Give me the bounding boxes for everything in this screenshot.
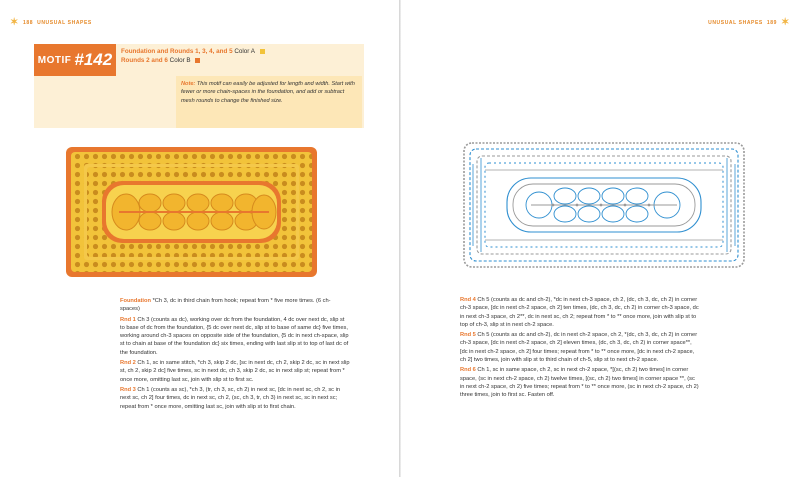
color-key-row-b: [121, 56, 265, 65]
color-key-text: Foundation and Rounds 1, 3, 4, and 5: [121, 48, 233, 55]
instruction-rnd-4: [460, 296, 700, 329]
round-label: Rnd 2: [120, 360, 136, 367]
star-icon: ✶: [10, 17, 19, 28]
instruction-rnd-3: [120, 386, 350, 411]
instruction-foundation: [120, 297, 350, 314]
motif-tag: [34, 44, 116, 76]
stitch-chart: [461, 140, 747, 270]
color-swatch-a: [260, 49, 265, 54]
instructions-right: [460, 296, 700, 402]
note-label: Note:: [181, 81, 196, 87]
page-number: 188: [22, 20, 34, 26]
running-head-left: [10, 18, 92, 28]
round-text: Ch 1, sc in same space, ch 2, sc in next ch-2 space, *[(sc, ch 2) two times] in corner space, (sc in next ch-2 space, ch 2) twelve times, [(sc, ch 2) two times] in corner space **, (sc in next ch-2 space, ch 2) five times; repeat from * to ** once more, (sc in next ch-2 space, ch 2) three times, join to first sc. Fasten off.: [460, 367, 699, 399]
round-label: Rnd 6: [460, 367, 476, 374]
page-number: 189: [766, 20, 778, 26]
round-label: Rnd 5: [460, 332, 476, 339]
color-key-text: Rounds 2 and 6: [121, 57, 168, 64]
running-head-title: UNUSUAL SHAPES: [708, 20, 763, 26]
color-key-name: Color B: [169, 57, 191, 64]
round-text: Ch 5 (counts as dc and ch-2), dc in next ch-2 space, ch 2, *(dc, ch 3, dc, ch 2) in corner ch-3 space, [dc in next ch-2 space, ch 2] eleven times, (dc, ch 3, dc, ch 2) in corner space**, [dc in next ch-2 space, ch 2] four times; repeat from * to ** once more, [dc in next ch-2 space, ch 2] two times, join with slip st to third chain of ch-5, slip st to next ch-2 space.: [460, 332, 698, 364]
motif-photo: [64, 143, 319, 280]
round-text: Ch 1 (counts as sc), *ch 3, (tr, ch 3, sc, ch 2) in next sc, [dc in next sc, ch 2, sc in next sc, ch 2] four times, dc in next sc, ch 2, (sc, ch 3, tr, ch 3) in next sc, sc in next sc; repeat from * once more, omitting last sc, join with slip st to first chain.: [120, 386, 341, 410]
color-key-row-a: [121, 47, 265, 56]
instruction-rnd-1: [120, 316, 350, 357]
note: [181, 80, 359, 105]
round-text: Ch 5 (counts as dc and ch-2), *dc in next ch-3 space, ch 2, (dc, ch 3, dc, ch 2) in corner ch-3 space, [dc in next ch-2 space, ch 2] ten times, (dc, ch 3, dc, ch 2) in corner ch-3 space, dc in next ch-3 space, ch 2**, dc in next sc, ch 2; repeat from * to ** once more, join with slip st to top of ch-3, slip st in next ch-2 space.: [460, 297, 699, 328]
round-text: Ch 1, sc in same stitch, *ch 3, skip 2 dc, [sc in next dc, ch 2, skip 2 dc, sc in next slip st, ch 2, skip 2 dc] five times, sc in next dc, ch 3, skip 2 dc, sc in next slip st; repeat from * once more, omitting last sc, join with slip st to first sc.: [120, 360, 350, 383]
round-label: Rnd 4: [460, 297, 476, 303]
star-icon: ✶: [781, 17, 790, 28]
left-page: [0, 0, 399, 477]
crochet-motif-photo: [64, 143, 319, 280]
crochet-stitch-diagram: [461, 140, 747, 270]
round-text: *Ch 3, dc in third chain from hook; repeat from * five more times. (6 ch-spaces): [120, 298, 331, 313]
motif-label: MOTIF: [37, 54, 72, 66]
instruction-rnd-2: [120, 359, 350, 384]
color-swatch-b: [195, 58, 200, 63]
color-key-name: Color A: [234, 48, 256, 55]
round-label: Rnd 3: [120, 386, 136, 393]
note-text: This motif can easily be adjusted for length and width. Start with fewer or more chain-spaces in the foundation, and add or subtract mesh rounds to change the finished size.: [181, 81, 355, 104]
motif-number: #142: [74, 50, 113, 69]
round-label: Foundation: [120, 298, 151, 304]
color-key: [121, 47, 265, 65]
round-text: Ch 3 (counts as dc), working over dc from the foundation, 4 dc over next dc, slip st to base of dc from the foundation, {5 dc over next dc, slip st to base of same dc} five times, working around ch-3 spaces on opposite side of the foundation, {5 dc in next ch-space, slip st to chain at base of the foundation dc} six times, ending with last slip st to top of last dc of the foundation.: [120, 316, 349, 356]
instruction-rnd-6: [460, 366, 700, 399]
round-label: Rnd 1: [120, 316, 136, 323]
running-head-right: [708, 18, 790, 28]
running-head-title: UNUSUAL SHAPES: [37, 20, 92, 26]
right-page: [401, 0, 800, 477]
instructions-left: [120, 297, 350, 413]
instruction-rnd-5: [460, 331, 700, 364]
